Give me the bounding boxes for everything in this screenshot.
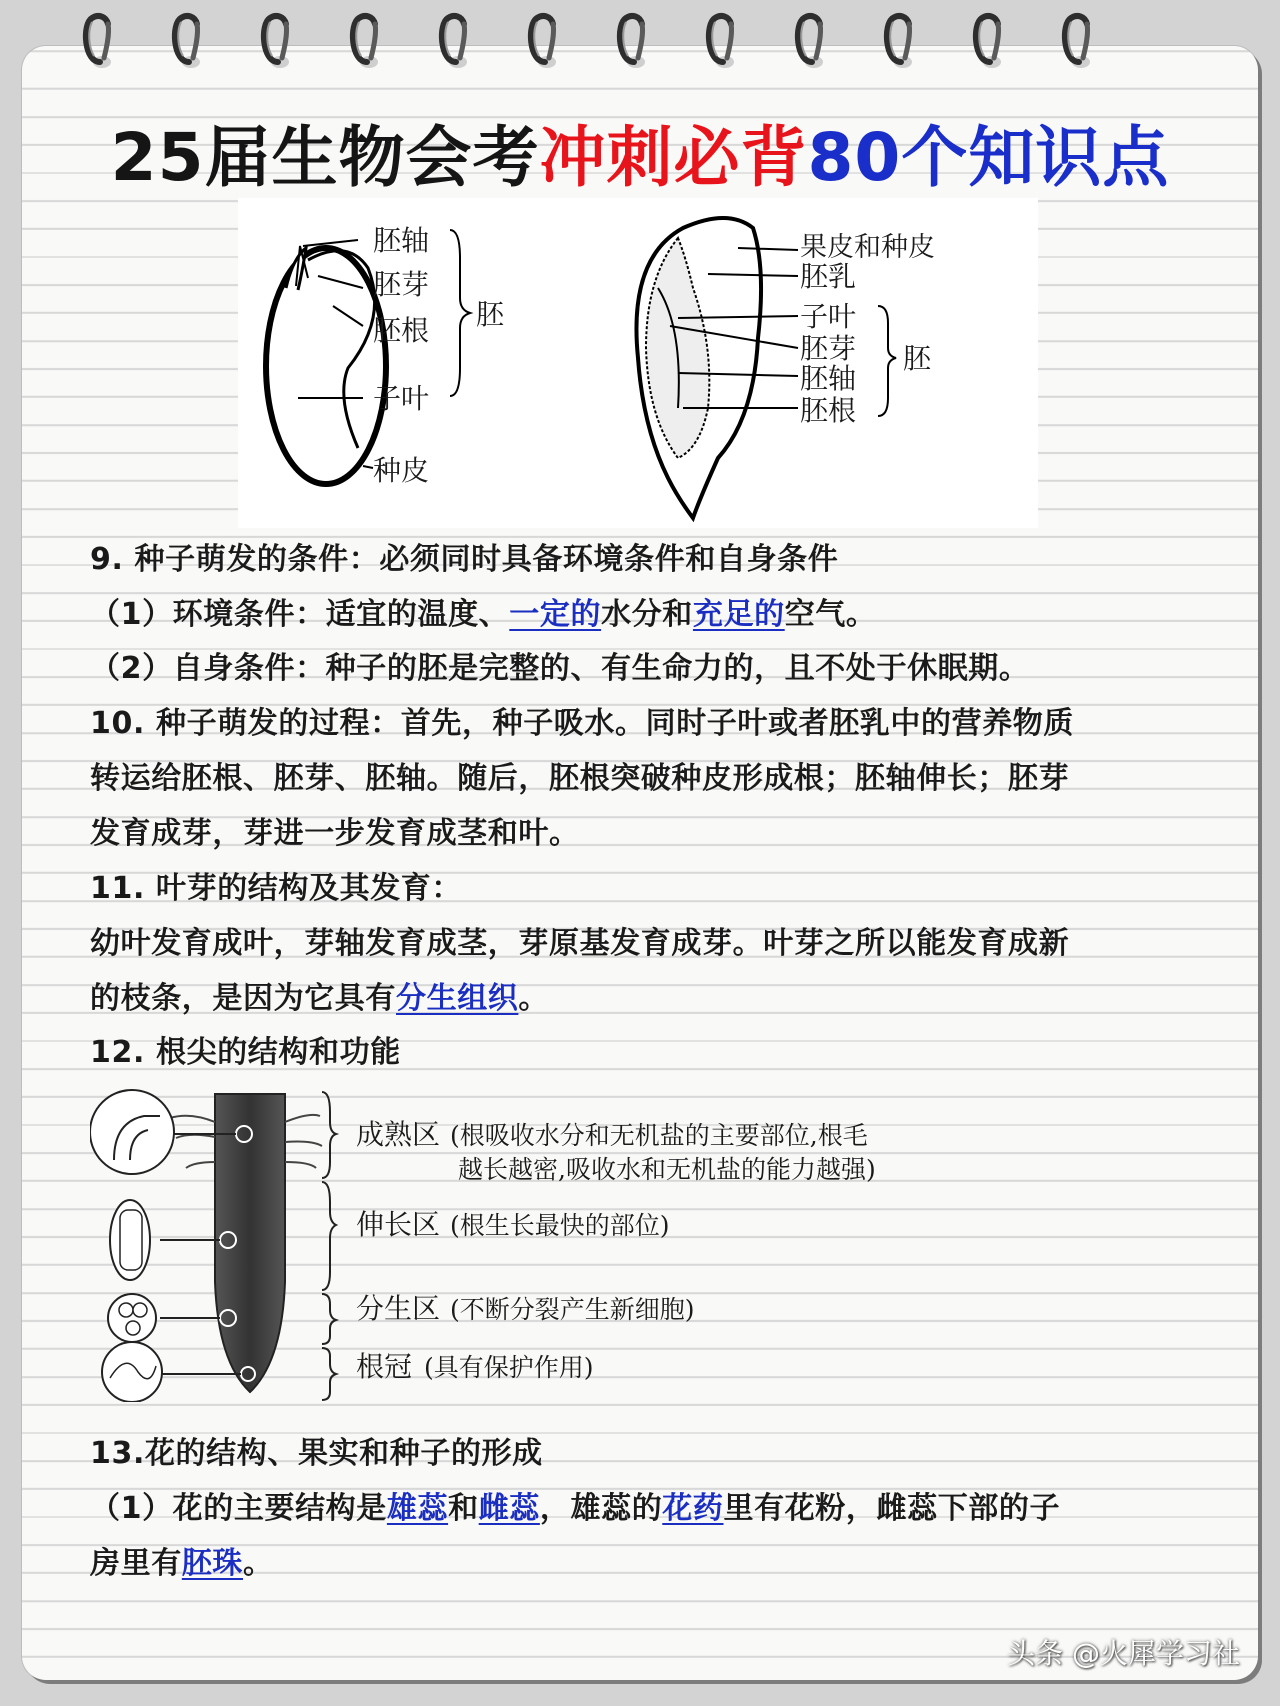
zone-maturation-name: 成熟区 (356, 1118, 441, 1151)
corn-label-radicle: 胚根 (800, 394, 857, 427)
text: （1）花的主要结构是 (90, 1491, 387, 1526)
zone-maturation-desc-1: (根吸收水分和无机盐的主要部位,根毛 (450, 1121, 868, 1150)
sec13-heading: 13.花的结构、果实和种子的形成 (90, 1436, 543, 1471)
answer-ovule: 胚珠 (181, 1546, 244, 1581)
zone-meristem-desc: (不断分裂产生新细胞) (450, 1295, 695, 1324)
sec12-heading: 12. 根尖的结构和功能 (90, 1035, 401, 1070)
answer-meristem: 分生组织 (396, 981, 519, 1016)
title-part1: 25届生物会考 (110, 119, 540, 196)
text: 和 (448, 1491, 479, 1526)
bean-label-radicle: 胚根 (373, 314, 430, 347)
binding-ring (434, 10, 474, 70)
sec9-condition-2: （2）自身条件：种子的胚是完整的、有生命力的，且不处于休眠期。 (90, 651, 1030, 686)
binding-ring (701, 10, 741, 70)
sec10-line-2: 转运给胚根、胚芽、胚轴。随后，胚根突破种皮形成根；胚轴伸长；胚芽 (90, 761, 1070, 796)
bean-label-hypocotyl: 胚轴 (373, 224, 430, 257)
binding-ring (345, 10, 385, 70)
answer-pistil: 雌蕊 (478, 1491, 540, 1526)
sec13-line-1 (90, 1489, 1210, 1529)
text: 。 (243, 1546, 274, 1581)
text: 。 (518, 981, 550, 1016)
page-title (0, 104, 1280, 199)
binding-ring (256, 10, 296, 70)
text: 里有花粉，雌蕊下部的子 (723, 1491, 1061, 1526)
corn-label-endosperm: 胚乳 (800, 260, 857, 293)
corn-kernel-diagram (636, 218, 896, 518)
binding-ring (879, 10, 919, 70)
binding-ring (968, 10, 1008, 70)
sec11-heading: 11. 叶芽的结构及其发育： (90, 871, 462, 906)
text: ，雄蕊的 (539, 1491, 663, 1526)
sec9-heading: 9. 种子萌发的条件：必须同时具备环境条件和自身条件 (90, 542, 839, 577)
binding-ring (78, 10, 118, 70)
sec10-line-1: 10. 种子萌发的过程：首先，种子吸水。同时子叶或者胚乳中的营养物质 (90, 706, 1074, 741)
text: 房里有 (90, 1546, 182, 1581)
text: 空气。 (784, 597, 877, 632)
sec13-line-2 (90, 1544, 1210, 1584)
sec11-line-2 (90, 979, 1210, 1019)
corn-label-embryo: 胚 (903, 342, 932, 375)
answer-water: 一定的 (509, 597, 602, 632)
bean-label-plumule: 胚芽 (373, 268, 430, 301)
watermark: 头条 @火犀学习社 (1007, 1637, 1240, 1670)
zone-elongation-desc: (根生长最快的部位) (450, 1211, 670, 1240)
title-part2: 冲刺必背 (539, 119, 808, 196)
bean-label-seed-coat: 种皮 (373, 454, 430, 487)
sec9-condition-1 (90, 595, 1210, 635)
corn-label-pericarp: 果皮和种皮 (800, 232, 935, 263)
zone-root-cap-desc: (具有保护作用) (424, 1353, 594, 1382)
text: 的枝条，是因为它具有 (90, 981, 396, 1016)
corn-label-plumule: 胚芽 (800, 332, 857, 365)
binding-ring (167, 10, 207, 70)
text: 水分和 (601, 597, 693, 632)
bean-seed-diagram (266, 230, 470, 484)
zone-meristem-name: 分生区 (356, 1292, 441, 1325)
root-tip-diagram (90, 1090, 336, 1402)
zone-root-cap-name: 根冠 (356, 1350, 413, 1383)
sec11-line-1: 幼叶发育成叶，芽轴发育成茎，芽原基发育成芽。叶芽之所以能发育成新 (90, 926, 1070, 961)
bean-label-embryo: 胚 (476, 298, 505, 331)
bean-label-cotyledon: 子叶 (373, 382, 430, 415)
sec10-line-3: 发育成芽，芽进一步发育成茎和叶。 (90, 816, 580, 851)
answer-anther: 花药 (662, 1491, 724, 1526)
zone-elongation-name: 伸长区 (356, 1208, 441, 1241)
seed-structure-figure (238, 198, 1038, 528)
corn-label-cotyledon: 子叶 (800, 300, 857, 333)
answer-stamen: 雄蕊 (386, 1491, 449, 1526)
corn-label-hypocotyl: 胚轴 (800, 362, 857, 395)
binding-ring (790, 10, 830, 70)
binding-ring (612, 10, 652, 70)
title-part3: 80个知识点 (807, 119, 1170, 196)
binding-ring (523, 10, 563, 70)
zone-maturation-desc-2: 越长越密,吸收水和无机盐的能力越强) (458, 1155, 876, 1184)
binding-ring (1057, 10, 1097, 70)
text: （1）环境条件：适宜的温度、 (90, 597, 510, 632)
answer-air: 充足的 (692, 597, 785, 632)
root-tip-figure (90, 1082, 1010, 1402)
